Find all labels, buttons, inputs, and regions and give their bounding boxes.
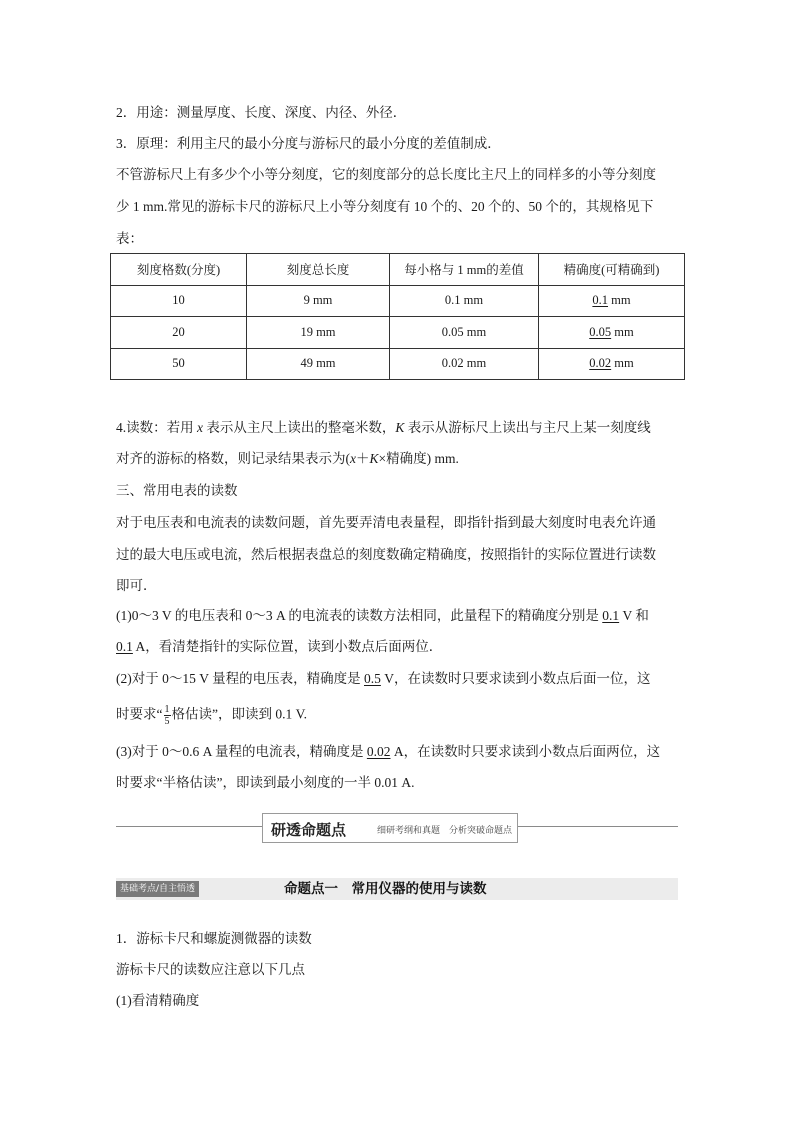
text-seg: ＋ (356, 451, 370, 466)
banner-rule-right (518, 826, 678, 827)
text-seg: 表示从主尺上读出的整毫米数， (203, 420, 396, 435)
text-seg: 时要求“ (116, 706, 163, 722)
category-tag: 基础考点/自主悟透 (116, 881, 199, 897)
precision-value: 0.02 (589, 356, 612, 371)
text-reading-2 (116, 449, 459, 469)
text-item2-2 (116, 704, 307, 727)
text-seg: A，看清楚指针的实际位置，读到小数点后面两位． (132, 639, 443, 654)
answer-blank: 0.5 (364, 671, 381, 686)
text-item3-2: 时要求“半格估读”，即读到最小刻度的一半 0.01 A. (116, 775, 415, 790)
table-header-precision: 精确度(可精确到) (539, 254, 685, 286)
text-seg: (2)对于 0～15 V 量程的电压表，精确度是 (116, 671, 364, 686)
answer-blank: 0.1 (116, 639, 133, 654)
cell-total: 19 mm (247, 317, 390, 349)
fraction-numerator: 1 (164, 704, 170, 715)
cell-count: 50 (111, 348, 247, 380)
cell-precision (539, 317, 685, 349)
banner-rule-left (116, 826, 262, 827)
cell-diff: 0.1 mm (390, 285, 539, 317)
text-explain-1: 不管游标尺上有多少个小等分刻度，它的刻度部分的总长度比主尺上的同样多的小等分刻度 (116, 167, 656, 182)
text-seg: V，在读数时只要求读到小数点后面一位，这 (380, 671, 651, 686)
fraction-denominator: 5 (164, 716, 170, 727)
var-x: x (350, 451, 356, 466)
precision-value: 0.1 (592, 293, 609, 308)
proposition-title: 命题点一 常用仪器的使用与读数 (284, 881, 487, 897)
table-row (111, 285, 685, 317)
cell-count: 20 (111, 317, 247, 349)
cell-diff: 0.05 mm (390, 317, 539, 349)
text-seg: ×精确度) mm. (378, 451, 459, 466)
text-explain-2: 少 1 mm.常见的游标卡尺的游标尺上小等分刻度有 10 个的、20 个的、50 个的，其规格见下 (116, 199, 654, 214)
var-x: x (197, 420, 203, 435)
text-seg: V 和 (619, 608, 649, 623)
cell-total: 49 mm (247, 348, 390, 380)
fraction-one-fifth (164, 704, 171, 727)
text-item2-1 (116, 669, 651, 689)
precision-value: 0.05 (589, 324, 612, 339)
text-meter-3: 即可． (116, 578, 157, 593)
proposition-header (116, 878, 678, 900)
text-item1-1 (116, 606, 649, 626)
var-k: K (395, 420, 405, 435)
text-seg: (3)对于 0～0.6 A 量程的电流表，精确度是 (116, 744, 367, 759)
text-reading-1 (116, 418, 651, 438)
cell-precision (539, 285, 685, 317)
table-header-count: 刻度格数(分度) (111, 254, 247, 286)
var-k: K (369, 451, 379, 466)
table-header-diff: 每小格与 1 mm的差值 (390, 254, 539, 286)
text-principle: 3．原理：利用主尺的最小分度与游标尺的最小分度的差值制成． (116, 136, 501, 151)
vernier-spec-table (110, 253, 685, 380)
text-seg: 表示从游标尺上读出与主尺上某一刻度线 (404, 420, 651, 435)
precision-unit: mm (611, 356, 634, 371)
text-meter-1: 对于电压表和电流表的读数问题，首先要弄清电表量程，即指针指到最大刻度时电表允许通 (116, 515, 656, 530)
table-row (111, 317, 685, 349)
banner-subtitle: 细研考纲和真题 分析突破命题点 (377, 826, 513, 836)
text-sub-2: 游标卡尺的读数应注意以下几点 (116, 962, 305, 977)
text-seg: 4.读数：若用 (116, 420, 197, 435)
text-meter-2: 过的最大电压或电流，然后根据表盘总的刻度数确定精确度，按照指针的实际位置进行读数 (116, 547, 656, 562)
text-seg: 格估读”，即读到 0.1 V. (171, 706, 308, 722)
cell-diff: 0.02 mm (390, 348, 539, 380)
text-explain-3: 表： (116, 231, 143, 246)
text-sub-3: (1)看清精确度 (116, 993, 200, 1008)
cell-total: 9 mm (247, 285, 390, 317)
text-item3-1 (116, 742, 660, 762)
precision-unit: mm (608, 293, 631, 308)
text-seg: A，在读数时只要求读到小数点后面两位，这 (390, 744, 661, 759)
cell-precision (539, 348, 685, 380)
table-header-total: 刻度总长度 (247, 254, 390, 286)
table-header-row (111, 254, 685, 286)
table-row (111, 348, 685, 380)
answer-blank: 0.1 (602, 608, 620, 623)
text-item1-2 (116, 637, 442, 657)
answer-blank: 0.02 (366, 744, 391, 759)
cell-count: 10 (111, 285, 247, 317)
text-seg: (1)0～3 V 的电压表和 0～3 A 的电流表的读数方法相同，此量程下的精确度分别是 (116, 608, 603, 623)
heading-meter: 三、常用电表的读数 (116, 483, 238, 498)
text-sub-1: 1．游标卡尺和螺旋测微器的读数 (116, 931, 312, 946)
text-seg: 对齐的游标的格数，则记录结果表示为( (116, 451, 350, 466)
section-banner (262, 813, 518, 843)
banner-title: 研透命题点 (271, 821, 347, 839)
text-use: 2．用途：测量厚度、长度、深度、内径、外径． (116, 105, 407, 120)
precision-unit: mm (611, 324, 634, 339)
